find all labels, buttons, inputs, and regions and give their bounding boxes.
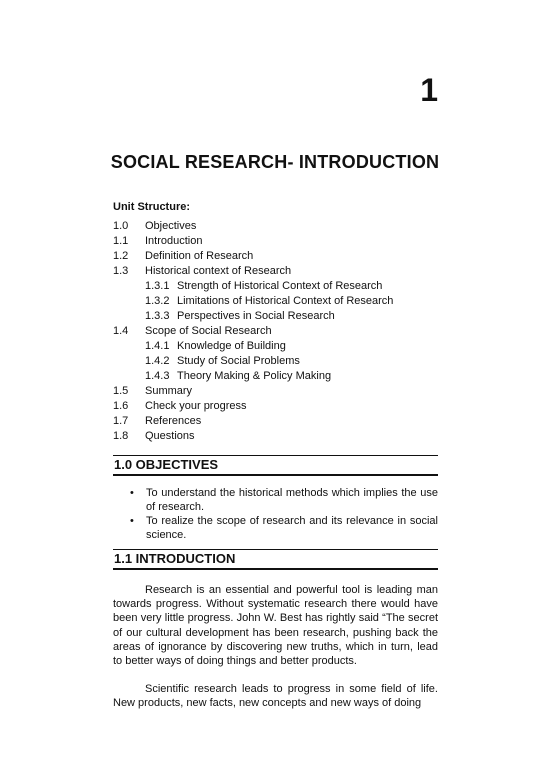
toc-item (113, 234, 443, 249)
objectives-list (130, 486, 438, 542)
toc-item (113, 429, 443, 444)
toc-item-number: 1.8 (113, 430, 129, 442)
toc-item-number: 1.4.1 (145, 340, 170, 352)
toc-item-text: Summary (145, 385, 193, 397)
toc-item-number: 1.3.3 (145, 310, 170, 322)
toc-item-text: Introduction (145, 235, 203, 247)
heading-rule-bottom (113, 474, 438, 476)
table-of-contents (113, 219, 443, 444)
toc-item-text: Theory Making & Policy Making (177, 370, 332, 382)
section-heading-introduction (113, 549, 438, 570)
toc-item-text: Check your progress (145, 400, 247, 412)
toc-item-text: Study of Social Problems (177, 355, 300, 367)
toc-item (113, 339, 443, 354)
toc-item-number: 1.3 (113, 265, 129, 277)
chapter-number: 1 (420, 72, 438, 108)
toc-item (113, 369, 443, 384)
toc-item-number: 1.0 (113, 220, 129, 232)
toc-item (113, 414, 443, 429)
toc-item-number: 1.7 (113, 415, 129, 427)
bullet-icon: • (130, 487, 134, 499)
toc-item-number: 1.3.1 (145, 280, 170, 292)
chapter-title: SOCIAL RESEARCH- INTRODUCTION (110, 152, 440, 172)
toc-item-text: Objectives (145, 220, 197, 232)
heading-rule-bottom (113, 568, 438, 570)
toc-item-text: Scope of Social Research (145, 325, 272, 337)
section-heading-objectives (113, 455, 438, 476)
body-paragraph: Scientific research leads to progress in some field of life. New products, new facts, new concepts and new ways of doing (113, 683, 438, 710)
toc-item (113, 219, 443, 234)
toc-item (113, 279, 443, 294)
toc-item-number: 1.4.3 (145, 370, 170, 382)
introduction-body (113, 583, 438, 725)
objective-bullet (130, 486, 438, 514)
toc-item-number: 1.1 (113, 235, 129, 247)
section-heading-label: 1.1 INTRODUCTION (114, 551, 236, 566)
toc-item-text: References (145, 415, 202, 427)
toc-item-number: 1.5 (113, 385, 129, 397)
objective-text: To realize the scope of research and its relevance in social science. (146, 515, 438, 541)
toc-item-number: 1.2 (113, 250, 129, 262)
toc-item-text: Limitations of Historical Context of Research (177, 295, 394, 307)
bullet-icon: • (130, 515, 134, 527)
toc-item-number: 1.3.2 (145, 295, 170, 307)
toc-item (113, 384, 443, 399)
toc-item-text: Perspectives in Social Research (177, 310, 335, 322)
toc-item (113, 324, 443, 339)
toc-item-text: Historical context of Research (145, 265, 292, 277)
toc-item (113, 249, 443, 264)
toc-item (113, 354, 443, 369)
toc-item-number: 1.6 (113, 400, 129, 412)
toc-item-text: Questions (145, 430, 195, 442)
toc-item-number: 1.4 (113, 325, 129, 337)
toc-item-text: Strength of Historical Context of Research (177, 280, 383, 292)
toc-item-number: 1.4.2 (145, 355, 170, 367)
section-heading-label: 1.0 OBJECTIVES (114, 457, 219, 472)
body-paragraph: Research is an essential and powerful tool is leading man towards progress. Without systematic research there would have been very little progress. John W. Best has rightly said “The secret of our cultural development has been research, pushing back the areas of ignorance by discovering new truths, which in turn, lead to better ways of doing things and better products. (113, 584, 438, 668)
objective-text: To understand the historical methods which implies the use of research. (146, 487, 438, 513)
toc-item-text: Definition of Research (145, 250, 254, 262)
toc-item-text: Knowledge of Building (177, 340, 286, 352)
objective-bullet (130, 514, 438, 542)
toc-item (113, 294, 443, 309)
toc-item (113, 309, 443, 324)
toc-item (113, 264, 443, 279)
toc-item (113, 399, 443, 414)
unit-structure-label: Unit Structure: (113, 201, 190, 213)
